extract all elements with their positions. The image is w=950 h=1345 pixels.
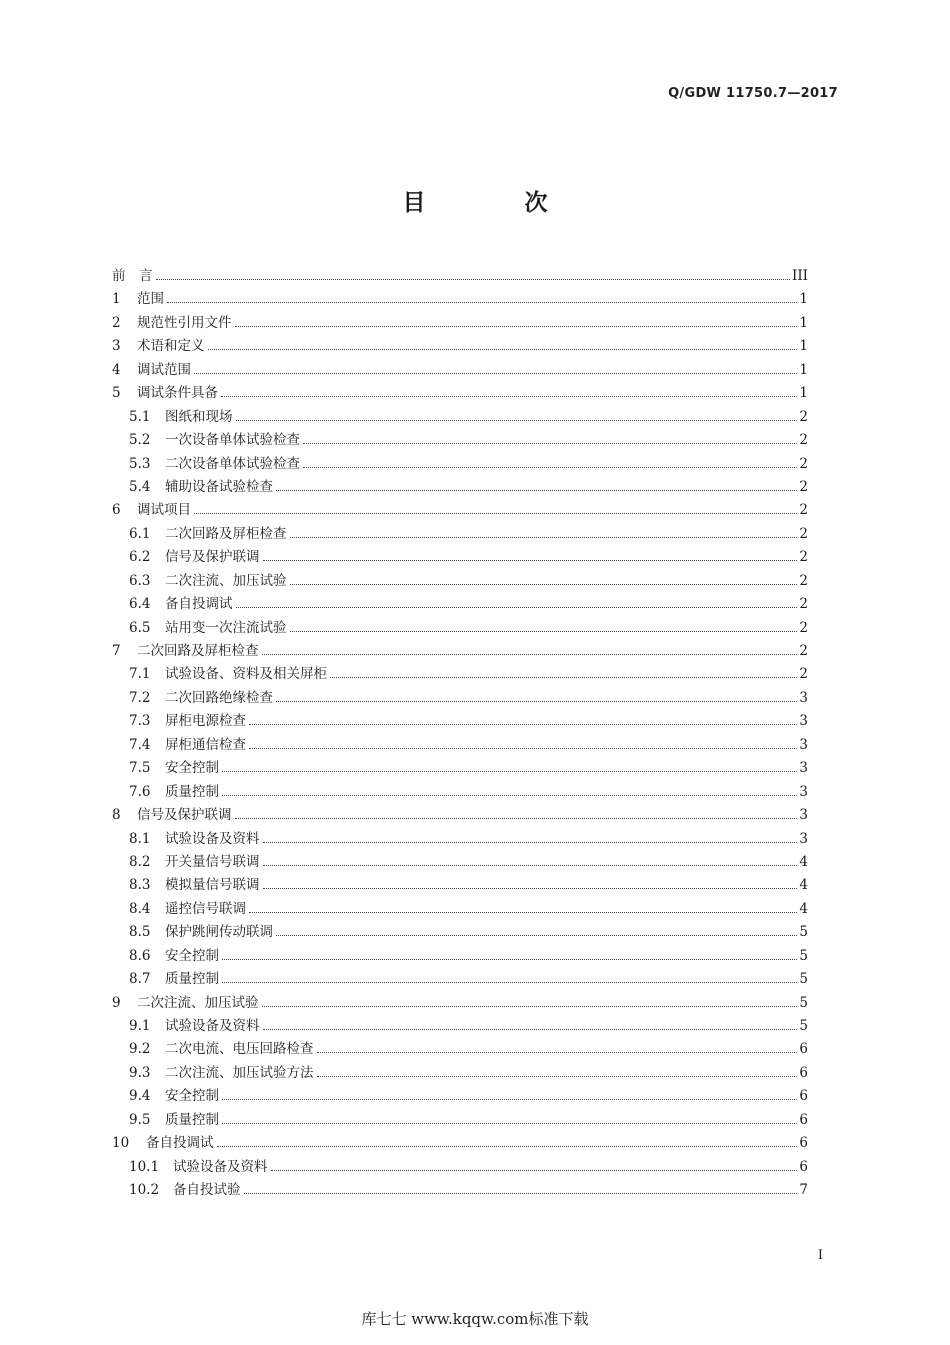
dot-leader — [222, 794, 797, 796]
dot-leader — [222, 1122, 797, 1124]
toc-entry-number: 5.3 — [129, 455, 151, 472]
toc-entry-page: III — [792, 268, 808, 284]
toc-entry-label: 站用变一次注流试验 — [165, 619, 287, 636]
toc-entry-number: 6.4 — [129, 596, 151, 613]
toc-entry[interactable] — [112, 453, 808, 476]
toc-entry-page: 2 — [799, 619, 808, 636]
dot-leader — [276, 489, 797, 491]
toc-entry[interactable] — [112, 570, 808, 593]
toc-entry-number: 7.3 — [129, 713, 151, 730]
toc-entry-page: 2 — [799, 525, 808, 542]
toc-entry[interactable] — [112, 710, 808, 733]
toc-entry-label: 备自投调试 — [165, 596, 233, 613]
toc-entry-page: 5 — [799, 1018, 808, 1034]
toc-entry-label: 二次注流、加压试验 — [165, 572, 287, 589]
toc-entry-number: 6.1 — [129, 525, 151, 542]
toc-entry-label: 一次设备单体试验检查 — [165, 432, 300, 449]
toc-entry[interactable] — [112, 1085, 808, 1108]
dot-leader — [249, 723, 797, 725]
toc-entry[interactable] — [112, 945, 808, 968]
toc-entry-number: 10.1 — [129, 1158, 160, 1175]
dot-leader — [271, 1169, 798, 1171]
toc-entry[interactable] — [112, 1015, 808, 1038]
document-code: Q/GDW 11750.7—2017 — [668, 86, 838, 101]
toc-entry-label: 质量控制 — [165, 783, 219, 800]
toc-entry-label: 遥控信号联调 — [165, 900, 246, 917]
toc-entry-page: 2 — [799, 455, 808, 472]
dot-leader — [290, 536, 798, 538]
toc-entry-number: 9.5 — [129, 1111, 151, 1128]
toc-entry-page: 3 — [799, 713, 808, 730]
toc-entry-label: 范围 — [137, 291, 164, 308]
dot-leader — [217, 1145, 798, 1147]
dot-leader — [303, 442, 797, 444]
toc-entry-number: 8.6 — [129, 947, 151, 964]
dot-leader — [303, 466, 797, 468]
toc-entry-label: 二次电流、电压回路检查 — [165, 1041, 314, 1058]
toc-entry-number: 7.1 — [129, 666, 151, 683]
toc-entry[interactable] — [112, 968, 808, 991]
toc-entry-label: 二次回路及屏柜检查 — [137, 643, 259, 659]
toc-entry-number: 6 — [112, 502, 121, 519]
toc-entry-label: 备自投试验 — [173, 1182, 241, 1199]
toc-entry-page: 2 — [799, 478, 808, 495]
toc-entry-label: 安全控制 — [165, 1088, 219, 1105]
toc-entry[interactable] — [112, 593, 808, 616]
dot-leader — [263, 864, 798, 866]
toc-entry[interactable] — [112, 359, 808, 382]
toc-entry-page: 6 — [799, 1158, 808, 1175]
toc-entry-number: 8 — [112, 807, 121, 824]
toc-entry-label: 辅助设备试验检查 — [165, 478, 273, 495]
toc-entry[interactable] — [112, 757, 808, 780]
toc-entry-page: 1 — [799, 314, 808, 331]
toc-entry-number: 10 — [112, 1135, 130, 1152]
toc-entry-label: 开关量信号联调 — [165, 853, 260, 870]
dot-leader — [262, 1005, 798, 1007]
toc-entry-label: 安全控制 — [165, 760, 219, 777]
toc-entry-page: 1 — [799, 385, 808, 402]
dot-leader — [317, 1075, 798, 1077]
toc-entry-number: 7.5 — [129, 760, 151, 777]
toc-entry-page: 2 — [799, 572, 808, 589]
dot-leader — [317, 1051, 798, 1053]
table-of-contents — [112, 265, 808, 1203]
toc-entry-label: 调试项目 — [137, 502, 191, 519]
toc-entry[interactable] — [112, 804, 808, 827]
toc-entry-label: 信号及保护联调 — [137, 807, 232, 824]
dot-leader — [194, 512, 797, 514]
dot-leader — [222, 770, 797, 772]
toc-entry-page: 3 — [799, 807, 808, 824]
dot-leader — [235, 817, 798, 819]
toc-entry-label: 模拟量信号联调 — [165, 877, 260, 894]
toc-entry-page: 2 — [799, 643, 808, 659]
dot-leader — [156, 278, 791, 280]
toc-entry-page: 1 — [799, 291, 808, 308]
toc-entry-page: 6 — [799, 1135, 808, 1152]
toc-entry-number: 7.6 — [129, 783, 151, 800]
toc-entry-number: 前 言 — [112, 268, 153, 284]
toc-entry[interactable] — [112, 734, 808, 757]
toc-entry-number: 3 — [112, 338, 121, 355]
toc-entry-page: 2 — [799, 432, 808, 449]
dot-leader — [262, 653, 798, 655]
toc-entry-label: 屏柜电源检查 — [165, 713, 246, 730]
watermark-text: 库七七 www.kqqw.com标准下载 — [361, 1310, 589, 1328]
toc-entry-label: 备自投调试 — [146, 1135, 214, 1152]
toc-entry-page: 6 — [799, 1064, 808, 1081]
toc-entry-label: 屏柜通信检查 — [165, 736, 246, 753]
dot-leader — [263, 887, 798, 889]
toc-entry[interactable] — [112, 265, 808, 288]
toc-entry-page: 2 — [799, 502, 808, 519]
toc-entry[interactable] — [112, 781, 808, 804]
dot-leader — [263, 841, 798, 843]
page-title: 目 次 — [402, 190, 586, 216]
toc-entry[interactable] — [112, 663, 808, 686]
toc-entry-page: 6 — [799, 1111, 808, 1128]
toc-entry[interactable] — [112, 851, 808, 874]
toc-entry-label: 质量控制 — [165, 971, 219, 988]
toc-entry-number: 8.1 — [129, 830, 151, 847]
toc-entry-label: 调试范围 — [137, 361, 191, 378]
toc-entry-page: 3 — [799, 736, 808, 753]
toc-entry[interactable] — [112, 1156, 808, 1179]
toc-entry-label: 调试条件具备 — [137, 385, 218, 402]
toc-entry-page: 5 — [799, 994, 808, 1011]
toc-entry-number: 6.2 — [129, 549, 151, 566]
toc-entry-number: 9 — [112, 994, 121, 1011]
toc-entry-number: 6.3 — [129, 572, 151, 589]
dot-leader — [208, 348, 798, 350]
toc-entry-number: 6.5 — [129, 619, 151, 636]
dot-leader — [276, 700, 797, 702]
dot-leader — [263, 559, 798, 561]
toc-entry-label: 安全控制 — [165, 947, 219, 964]
toc-entry-number: 9.2 — [129, 1041, 151, 1058]
toc-entry-label: 术语和定义 — [137, 338, 205, 355]
toc-entry-page: 2 — [799, 596, 808, 613]
dot-leader — [167, 301, 797, 303]
toc-entry-page: 6 — [799, 1041, 808, 1058]
toc-entry-number: 5.4 — [129, 478, 151, 495]
toc-entry-page: 3 — [799, 783, 808, 800]
toc-entry-label: 图纸和现场 — [165, 408, 233, 425]
dot-leader — [222, 1098, 797, 1100]
dot-leader — [236, 606, 798, 608]
toc-entry[interactable] — [112, 499, 808, 522]
toc-entry[interactable] — [112, 898, 808, 921]
toc-entry-label: 试验设备及资料 — [165, 830, 260, 847]
toc-entry[interactable] — [112, 828, 808, 851]
toc-entry[interactable] — [112, 992, 808, 1015]
dot-leader — [221, 395, 797, 397]
toc-entry[interactable] — [112, 640, 808, 663]
dot-leader — [235, 325, 798, 327]
toc-entry[interactable] — [112, 523, 808, 546]
dot-leader — [244, 1192, 798, 1194]
toc-entry-page: 2 — [799, 408, 808, 425]
toc-entry-label: 二次注流、加压试验 — [137, 994, 259, 1011]
dot-leader — [222, 981, 797, 983]
toc-entry-number: 8.5 — [129, 924, 151, 941]
toc-entry-page: 3 — [799, 760, 808, 777]
toc-entry-number: 8.4 — [129, 900, 151, 917]
toc-entry-page: 2 — [799, 549, 808, 566]
toc-entry-number: 8.2 — [129, 853, 151, 870]
dot-leader — [263, 1028, 798, 1030]
toc-entry-page: 5 — [799, 971, 808, 988]
toc-entry-label: 试验设备、资料及相关屏柜 — [165, 666, 327, 683]
toc-entry-number: 1 — [112, 291, 121, 308]
toc-entry-page: 6 — [799, 1088, 808, 1105]
toc-entry-number: 8.7 — [129, 971, 151, 988]
toc-entry-label: 试验设备及资料 — [165, 1018, 260, 1034]
toc-entry-label: 规范性引用文件 — [137, 314, 232, 331]
toc-entry[interactable] — [112, 1132, 808, 1155]
toc-entry-label: 二次设备单体试验检查 — [165, 455, 300, 472]
toc-entry[interactable] — [112, 406, 808, 429]
toc-entry-number: 5.2 — [129, 432, 151, 449]
toc-entry[interactable] — [112, 687, 808, 710]
toc-entry[interactable] — [112, 617, 808, 640]
toc-entry[interactable] — [112, 1062, 808, 1085]
toc-entry-page: 5 — [799, 947, 808, 964]
toc-entry-label: 保护跳闸传动联调 — [165, 924, 273, 941]
toc-entry[interactable] — [112, 382, 808, 405]
toc-entry-number: 5.1 — [129, 408, 151, 425]
toc-entry-label: 质量控制 — [165, 1111, 219, 1128]
toc-entry-page: 3 — [799, 689, 808, 706]
toc-entry[interactable] — [112, 921, 808, 944]
dot-leader — [290, 630, 798, 632]
toc-entry-page: 4 — [799, 853, 808, 870]
toc-entry-page: 1 — [799, 338, 808, 355]
toc-entry-label: 二次注流、加压试验方法 — [165, 1064, 314, 1081]
dot-leader — [330, 676, 797, 678]
toc-entry-number: 9.3 — [129, 1064, 151, 1081]
dot-leader — [194, 372, 797, 374]
toc-entry-label: 试验设备及资料 — [173, 1158, 268, 1175]
toc-entry[interactable] — [112, 874, 808, 897]
dot-leader — [222, 958, 797, 960]
toc-entry[interactable] — [112, 335, 808, 358]
dot-leader — [290, 583, 798, 585]
toc-entry-page: 7 — [799, 1182, 808, 1199]
toc-entry-number: 7 — [112, 643, 121, 659]
toc-entry[interactable] — [112, 1109, 808, 1132]
toc-entry-page: 3 — [799, 830, 808, 847]
toc-entry-label: 二次回路及屏柜检查 — [165, 525, 287, 542]
toc-entry-page: 1 — [799, 361, 808, 378]
toc-entry[interactable] — [112, 546, 808, 569]
toc-entry[interactable] — [112, 476, 808, 499]
dot-leader — [249, 747, 797, 749]
toc-entry-page: 5 — [799, 924, 808, 941]
toc-entry[interactable] — [112, 288, 808, 311]
toc-entry-number: 7.4 — [129, 736, 151, 753]
toc-entry-number: 9.4 — [129, 1088, 151, 1105]
toc-entry-number: 9.1 — [129, 1018, 151, 1034]
toc-entry-label: 二次回路绝缘检查 — [165, 689, 273, 706]
dot-leader — [249, 911, 797, 913]
toc-entry[interactable] — [112, 1179, 808, 1202]
toc-entry[interactable] — [112, 312, 808, 335]
toc-entry-number: 8.3 — [129, 877, 151, 894]
page-number: I — [817, 1248, 823, 1263]
toc-entry-number: 10.2 — [129, 1182, 160, 1199]
toc-entry[interactable] — [112, 1038, 808, 1061]
toc-entry-number: 4 — [112, 361, 121, 378]
toc-entry-page: 4 — [799, 900, 808, 917]
dot-leader — [276, 934, 797, 936]
toc-entry-page: 2 — [799, 666, 808, 683]
toc-entry[interactable] — [112, 429, 808, 452]
dot-leader — [236, 419, 798, 421]
toc-entry-page: 4 — [799, 877, 808, 894]
toc-entry-number: 7.2 — [129, 689, 151, 706]
toc-entry-label: 信号及保护联调 — [165, 549, 260, 566]
toc-entry-number: 5 — [112, 385, 121, 402]
toc-entry-number: 2 — [112, 314, 121, 331]
